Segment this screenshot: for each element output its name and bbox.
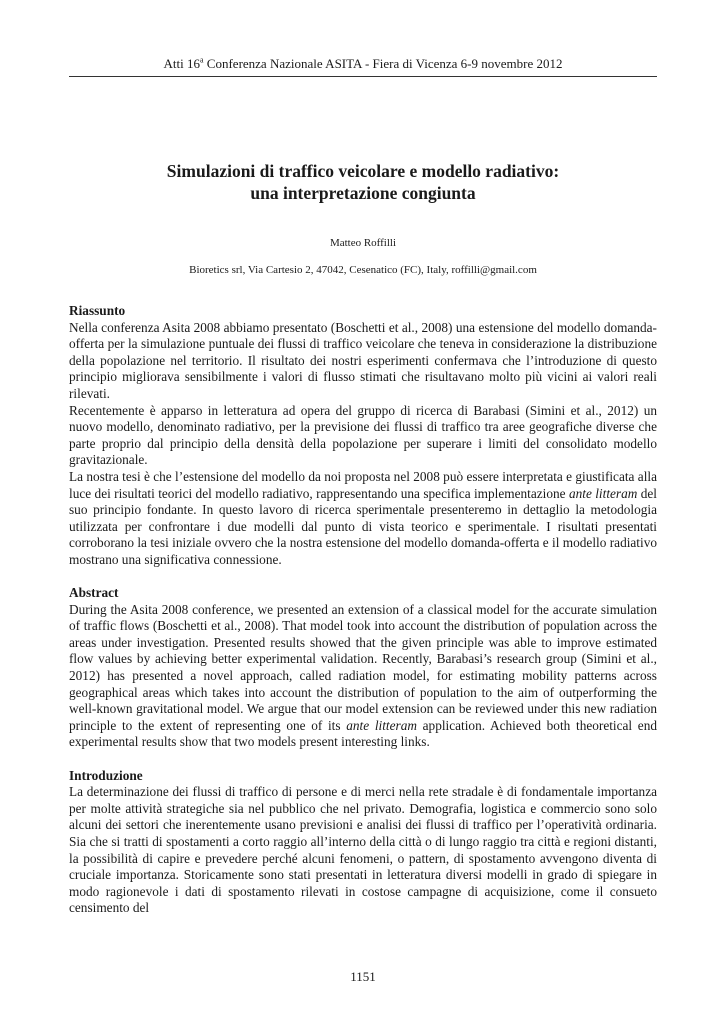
body-text	[69, 303, 657, 934]
header-rule	[69, 76, 657, 77]
riassunto-paragraph-1: Nella conferenza Asita 2008 abbiamo presentato (Boschetti et al., 2008) una estensione del modello domanda-offerta per la simulazione puntuale dei flussi di traffico veicolare che teneva in considerazione la distribuzione della popolazione nel territorio. Il risultato dei nostri esperimenti confermava che l’introduzione di questo principio migliorava sensibilmente i valori di flusso stimati che risultavano molto più vicini ai valori reali rilevati.	[69, 319, 657, 401]
header-superscript: a	[199, 55, 204, 65]
header-prefix: Atti 16	[163, 56, 200, 71]
riassunto-paragraph-3	[69, 469, 657, 569]
title-line-1: Simulazioni di traffico veicolare e modello radiativo:	[166, 161, 560, 181]
page-number: 1151	[350, 969, 376, 984]
paper-title	[69, 160, 657, 204]
riassunto-p3-start: La nostra tesi è che l’estensione del modello da noi proposta nel 2008 può essere interpretata e giustificata alla luce dei risultati teorici del modello radiativo, rappresentando una specifica implementazione	[69, 468, 657, 501]
title-line-2: una interpretazione congiunta	[250, 183, 476, 203]
introduzione-section	[69, 768, 657, 917]
header-suffix: Conferenza Nazionale ASITA - Fiera di Vicenza 6-9 novembre 2012	[203, 56, 563, 71]
introduzione-paragraph-1: La determinazione dei flussi di traffico di persone e di merci nella rete stradale è di fondamentale importanza per molte attività strategiche sia nel pubblico che nel privato. Demografia, logistica e commercio sono solo alcuni dei settori che inerentemente usano previsioni e analisi dei flussi di traffico per l’operatività ordinaria. Sia che si tratti di spostamenti a corto raggio all’interno della città o di lungo raggio tra città e regioni distanti, la possibilità di capire e prevedere perché alcuni fenomeni, o pattern, di spostamento avvengono diventa di cruciale importanza. Storicamente sono stati presentati in letteratura diversi modelli in grado di spiegare in modo ragionevole i dati di spostamento rilevati in costose campagne di acquisizione, come il consueto censimento del	[69, 784, 657, 916]
riassunto-p3-emphasis: ante litteram	[568, 485, 638, 501]
abstract-p1-end: application. Achieved both theoretical end experimental results show that two models present interesting links.	[69, 717, 658, 750]
author-affiliation: Bioretics srl, Via Cartesio 2, 47042, Cesenatico (FC), Italy, roffilli@gmail.com	[189, 264, 537, 276]
author-name: Matteo Roffilli	[329, 237, 397, 249]
riassunto-section	[69, 303, 657, 569]
introduzione-heading: Introduzione	[69, 767, 143, 783]
riassunto-heading: Riassunto	[69, 303, 126, 318]
abstract-p1-emphasis: ante litteram	[346, 717, 417, 733]
abstract-p1-start: During the Asita 2008 conference, we presented an extension of a classical model for the accurate simulation of traffic flows (Boschetti et al., 2008). That model took into account the distribution of population across the areas under investigation. Presented results showed that the given principle was able to improve estimated flow values by achieving better experimental validation. Recently, Barabasi’s research group (Simini et al., 2012) has presented a novel approach, called radiation model, for estimating mobility patterns across geographical areas which takes into account the distribution of population to the aim of outperforming the well-known gravitational model. We argue that our model extension can be reviewed under this new radiation principle to the extent of representing one of its	[69, 601, 657, 733]
running-header	[69, 56, 657, 72]
abstract-heading: Abstract	[69, 585, 119, 601]
riassunto-paragraph-2: Recentemente è apparso in letteratura ad opera del gruppo di ricerca di Barabasi (Simini et al., 2012) un nuovo modello, denominato radiativo, per la previsione dei flussi di traffico tra aree geografiche diverse che parte proprio dal principio della densità della popolazione per superare i limiti del consolidato modello gravitazionale.	[69, 402, 657, 468]
abstract-section	[69, 585, 657, 751]
abstract-paragraph	[69, 602, 657, 751]
riassunto-p3-end: del suo principio fondante. In questo lavoro di ricerca sperimentale presenteremo in dettaglio la metodologia utilizzata per confrontare i due modelli dal punto di vista teorico e sperimentale. I risultati presentati corroborano la tesi iniziale ovvero che la nostra estensione del modello domanda-offerta e il modello radiativo mostrano una significativa connessione.	[69, 485, 657, 567]
